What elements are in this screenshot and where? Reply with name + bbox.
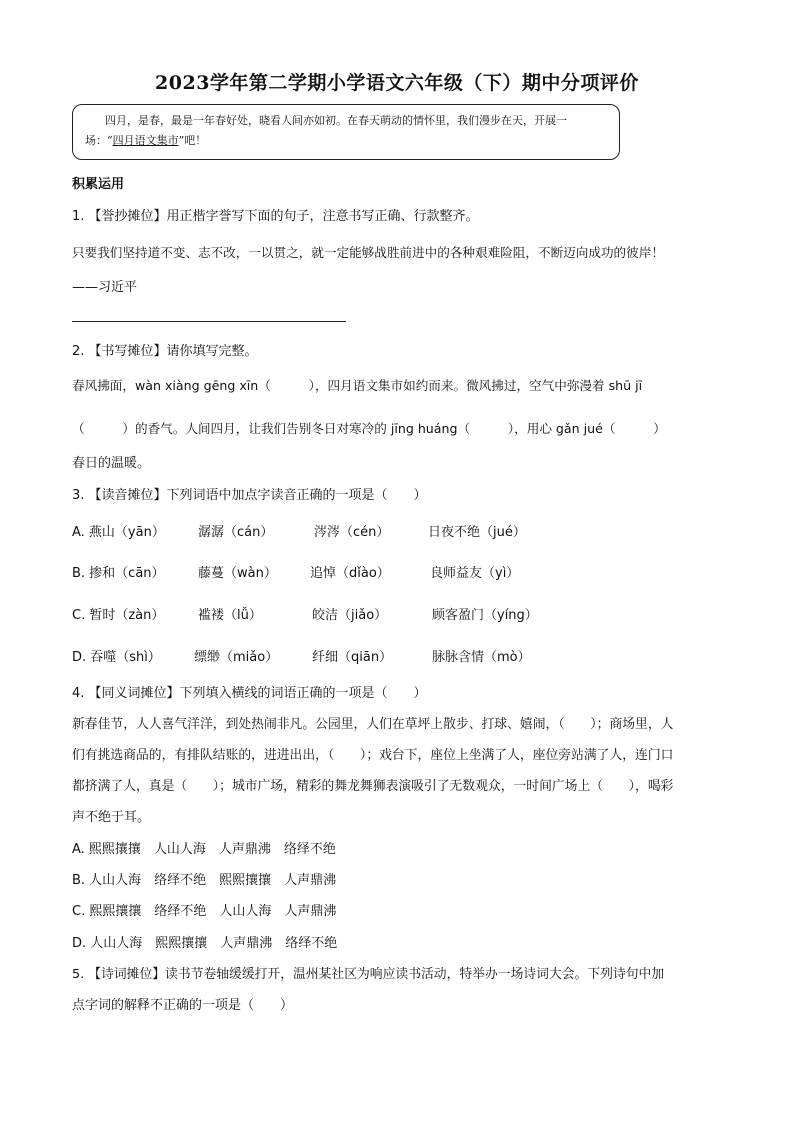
q1-stem: 1. 【誉抄摊位】用正楷字誉写下面的句子，注意书写正确、行款整齐。 xyxy=(72,209,479,224)
q3-option-a-1[interactable]: A. 燕山（yān） xyxy=(72,525,165,540)
intro-suffix: ”吧！ xyxy=(178,134,207,147)
q5-line-1: 5. 【诗词摊位】读书节卷轴缓缓打开，温州某社区为响应读书活动，特举办一场诗词大会。下列诗句中加 xyxy=(72,967,665,982)
q2-stem: 2. 【书写摊位】请你填写完整。 xyxy=(72,344,258,359)
intro-prefix: 场：“ xyxy=(85,134,113,147)
q4-option-c[interactable]: C. 熙熙攘攘 络绎不绝 人山人海 人声鼎沸 xyxy=(72,904,337,919)
q2-line-2: （ ）的香气。人间四月，让我们告别冬日对寒冷的 jīng huáng（ ），用心 gǎn jué（ ） xyxy=(72,421,666,436)
q3-stem: 3. 【读音摊位】下列词语中加点字读音正确的一项是（ ） xyxy=(72,488,427,503)
page-title: 2023学年第二学期小学语文六年级（下）期中分项评价 xyxy=(155,72,639,94)
q1-author: ——习近平 xyxy=(72,280,138,295)
intro-line-2 xyxy=(85,131,609,151)
q3-option-d-1[interactable]: D. 吞噬（shì） xyxy=(72,650,161,665)
q5-line-2: 点字词的解释不正确的一项是（ ） xyxy=(72,998,294,1013)
q3-option-a-4: 日夜不绝（jué） xyxy=(428,525,526,540)
q3-option-b-3: 追悼（dǐào） xyxy=(310,566,390,581)
q2-line-1: 春风拂面，wàn xiàng gēng xīn（ ），四月语文集市如约而来。微风拂过，空气中弥漫着 shū jī xyxy=(72,378,643,393)
q3-option-a-3: 涔涔（cén） xyxy=(314,525,390,540)
market-name: 四月语文集市 xyxy=(112,134,179,147)
q3-option-b-4: 良师益友（yì） xyxy=(430,566,520,581)
q4-para-2: 们有挑选商品的，有排队结账的，进进出出，（ ）；戏台下，座位上坐满了人，座位旁站满了人，连门口 xyxy=(72,748,674,763)
intro-box xyxy=(72,104,620,160)
q4-para-1: 新春佳节，人人喜气洋洋，到处热闹非凡。公园里，人们在草坪上散步、打球、嬉闹，（ ）；商场里，人 xyxy=(72,717,674,732)
q4-para-4: 声不绝于耳。 xyxy=(72,810,151,825)
q4-option-b[interactable]: B. 人山人海 络绎不绝 熙熙攘攘 人声鼎沸 xyxy=(72,873,337,888)
section-heading: 积累运用 xyxy=(72,177,125,192)
q3-option-d-3: 纤细（qiān） xyxy=(312,650,393,665)
q4-para-3: 都挤满了人，真是（ ）；城市广场，精彩的舞龙舞狮表演吸引了无数观众，一时间广场上（ ），喝彩 xyxy=(72,779,674,794)
q3-option-a-2: 潺潺（cán） xyxy=(198,525,274,540)
q3-option-c-4: 顾客盈门（yíng） xyxy=(432,608,538,623)
q3-option-c-2: 褴褛（lǚ） xyxy=(198,608,262,623)
q3-option-b-2: 藤蔓（wàn） xyxy=(198,566,277,581)
q3-option-b-1[interactable]: B. 掺和（cān） xyxy=(72,566,165,581)
q3-option-c-3: 皎洁（jiǎo） xyxy=(312,608,388,623)
q4-option-a[interactable]: A. 熙熙攘攘 人山人海 人声鼎沸 络绎不绝 xyxy=(72,842,336,857)
q2-line-3: 春日的温暖。 xyxy=(72,456,151,471)
q3-option-d-4: 脉脉含情（mò） xyxy=(432,650,531,665)
q4-option-d[interactable]: D. 人山人海 熙熙攘攘 人声鼎沸 络绎不绝 xyxy=(72,936,338,951)
q3-option-c-1[interactable]: C. 暂时（zàn） xyxy=(72,608,165,623)
intro-line-1: 四月，是春，最是一年春好处，晓看人间亦如初。在春天萌动的情怀里，我们漫步在天，开展一 xyxy=(105,114,567,127)
q3-option-d-2: 缥缈（miǎo） xyxy=(194,650,279,665)
q1-quote: 只要我们坚持道不变、志不改，一以贯之，就一定能够战胜前进中的各种艰难险阻，不断迈向成功的彼岸！ xyxy=(72,245,664,260)
q4-stem: 4. 【同义词摊位】下列填入横线的词语正确的一项是（ ） xyxy=(72,686,427,701)
answer-line[interactable] xyxy=(72,321,346,322)
